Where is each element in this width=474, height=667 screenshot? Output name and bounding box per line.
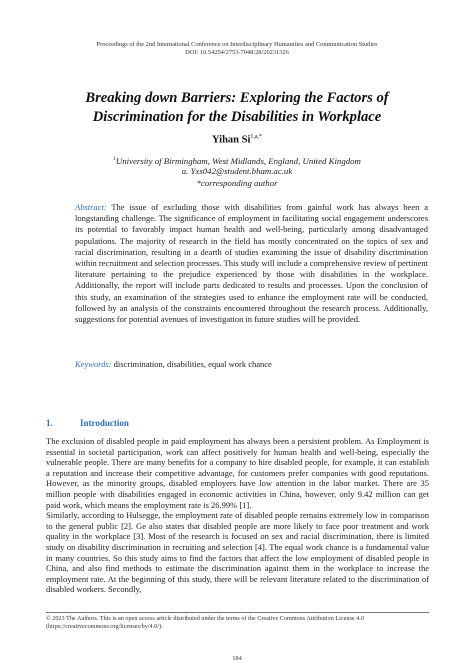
affiliation-line <box>0 154 474 167</box>
abstract-text: The issue of excluding those with disabilities from gainful work has always been a longstanding challenge. The significance of employment in facilitating social engagement underscores its potential to favorably impact human health and well-being, particularly among disadvantaged populations. The majority of research in the field has mostly concentrated on the topics of sex and racial discrimination, resulting in a dearth of studies examining the issue of disability discrimination within recruitment and selection processes. This study will include a comprehensive review of pertinent literature pertaining to the prejudice experienced by those with disabilities in the workplace. Additionally, the report will include parts dedicated to results and processes. Upon the conclusion of this study, an examination of the strategies used to enhance the employment rate will be conducted, followed by an analysis of the constraints encountered throughout the research process. Additionally, suggestions for potential avenues of investigation in future studies will be provided. <box>75 202 428 325</box>
section-title: Introduction <box>80 418 129 428</box>
author-name: Yihan Si <box>211 134 251 146</box>
keywords-label: Keywords: <box>75 359 112 369</box>
author-superscript: 1,a,* <box>250 134 263 140</box>
affiliation: University of Birmingham, West Midlands, England, United Kingdom <box>115 155 361 166</box>
keywords-text: discrimination, disabilities, equal work chance <box>113 359 272 369</box>
affiliation-superscript: 1 <box>113 156 116 162</box>
body-text <box>46 436 429 595</box>
body-paragraph-1: The exclusion of disabled people in paid employment has always been a persistent problem. As Employment is essential in societal participation, work can affect positively for human health and well-being, especially the vulnerable people. There are many benefits for a company to hire disabled people, for example, it can establish a reputation and increase their competitive advantage, for customers prefer companies with good reputations. However, as the minority groups, disabled employers have low attention in the labor market. There are 35 million people with disabilities engaged in economic activities in China, however, only 9.42 million can get paid work, which means the employment rate is 26.99% [1]. <box>46 436 429 510</box>
author-email[interactable]: a. Yxs042@student.bham.ac.uk <box>181 166 293 176</box>
body-paragraph-2: Similarly, according to Hulsegge, the employment rate of disabled people remains extremely low in comparison to the general public [2]. Ge also states that disabled people are more likely to face poor treatment and work quality in the workplace [3]. Most of the research is focused on sex and racial discrimination, there is limited study on disability discrimination in recruiting and selection [4]. The equal work chance is a fundamental value in many countries. So this study aims to find the factors that affect the low employment of disabled people in China, and also find methods to estimate the discrimination against them in the workplace to increase the employment rate. At the beginning of this study, there will be relevant literature related to the discrimination of disabled workers. Secondly, <box>46 510 429 595</box>
license-notice: © 2023 The Authors. This is an open access article distributed under the terms of the Creative Commons Attribution License 4.0 (https://creativecommons.org/licenses/by/4.0/). <box>46 615 364 630</box>
section-number: 1. <box>46 418 53 428</box>
title-line-1: Breaking down Barriers: Exploring the Factors of <box>85 90 389 106</box>
author-name-line <box>0 134 474 146</box>
title-line-2: Discrimination for the Disabilities in Workplace <box>92 109 382 125</box>
keywords <box>75 359 428 370</box>
abstract <box>75 202 428 325</box>
corresponding-author-note: *corresponding author <box>196 178 278 188</box>
section-heading <box>46 418 129 428</box>
abstract-label: Abstract: <box>75 202 107 212</box>
paper-title <box>40 89 434 127</box>
doi-header: DOI: 10.54254/2753-7048/28/20231326 <box>185 49 289 56</box>
page-number: 184 <box>232 655 242 662</box>
proceedings-header: Proceedings of the 2nd International Conference on Interdisciplinary Humanities and Communication Studies <box>96 41 378 48</box>
footer-divider <box>46 612 429 613</box>
